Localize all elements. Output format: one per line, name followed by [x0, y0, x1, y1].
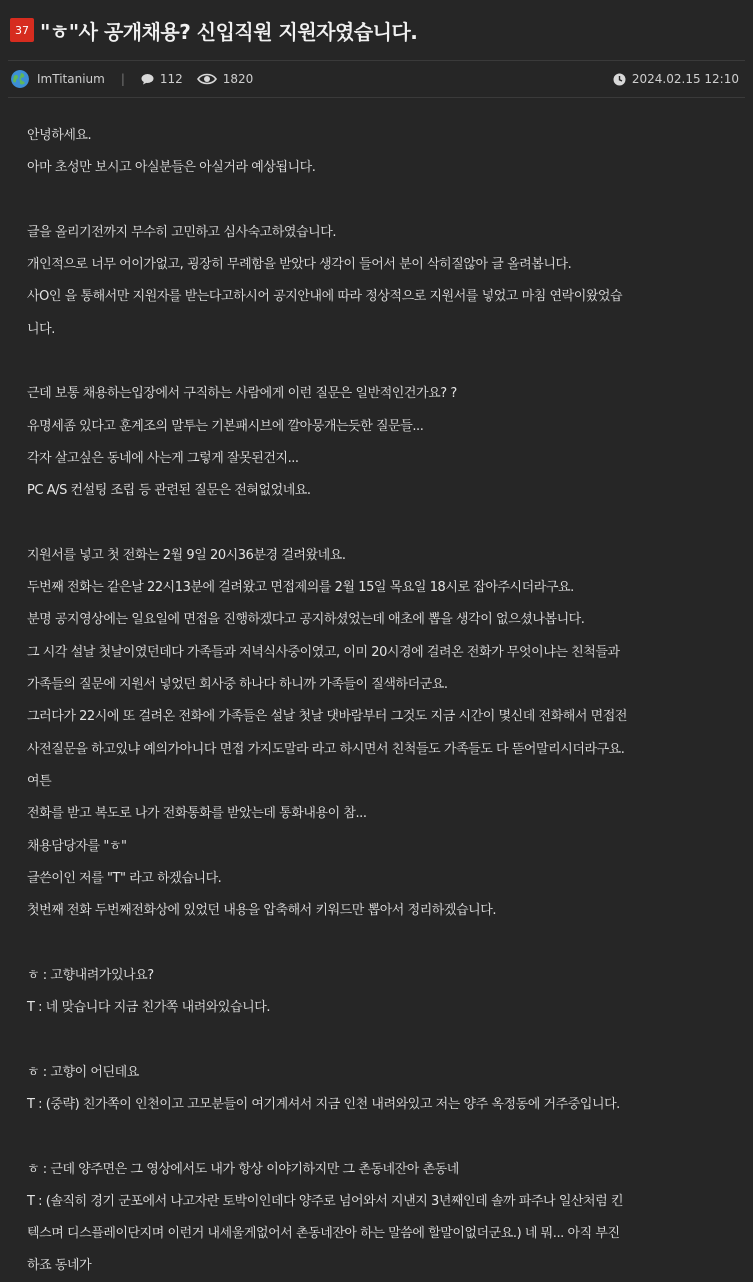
datetime-text: 2024.02.15 12:10 [631, 72, 739, 86]
post-meta [8, 61, 745, 98]
post-header [8, 0, 745, 61]
body-line: 채용담당자를 "ㅎ" [27, 838, 127, 854]
author-name[interactable]: ImTitanium [37, 72, 105, 86]
body-line: 첫번째 전화 두번째전화상에 있었던 내용을 압축해서 키워드만 뽑아서 정리하겠습니다. [27, 903, 497, 919]
blank-line [27, 346, 735, 378]
body-line: 그 시각 설날 첫날이였던데다 가족들과 저녁식사중이였고, 이미 20시경에 걸려온 전화가 무엇이냐는 친척들과 [27, 644, 620, 660]
body-line: 사전질문을 하고있냐 예의가아니다 면접 가지도말라 라고 하시면서 친척들도 가족들도 다 뜯어말리시더라구요. [27, 741, 625, 757]
blank-line [27, 185, 735, 217]
body-line: 여튼 [27, 773, 52, 789]
body-line: 글을 올리기전까지 무수히 고민하고 심사숙고하였습니다. [27, 224, 337, 240]
body-line: 니다. [27, 321, 55, 337]
body-line: ㅎ : 고향이 어딘데요 [27, 1064, 139, 1080]
blank-line [27, 927, 735, 959]
body-line: 근데 보통 채용하는입장에서 구직하는 사람에게 이런 질문은 일반적인건가요? ? [27, 386, 457, 402]
body-line: 그러다가 22시에 또 걸려온 전화에 가족들은 설날 첫날 댓바람부터 그것도 지금 시간이 몇신데 전화해서 면접전 [27, 709, 627, 725]
body-line: 유명세좀 있다고 훈계조의 말투는 기본패시브에 깔아뭉개는듯한 질문들... [27, 418, 424, 434]
body-line: 전화를 받고 복도로 나가 전화통화를 받았는데 통화내용이 참... [27, 806, 367, 822]
blank-line [27, 508, 735, 540]
body-line: 하죠 동네가 [27, 1258, 92, 1274]
body-line: T : (중략) 친가쪽이 인천이고 고모분들이 여기계셔서 지금 인천 내려와있고 저는 양주 옥정동에 거주중입니다. [27, 1096, 620, 1112]
meta-separator: | [120, 72, 125, 86]
body-line: 분명 공지영상에는 일요일에 면접을 진행하겠다고 공지하셨었는데 애초에 뽑을 생각이 없으셨나봅니다. [27, 612, 585, 628]
body-line: 가족들의 질문에 지원서 넣었던 회사중 하나다 하니까 가족들이 질색하더군요. [27, 677, 448, 693]
body-line: T : (솔직히 경기 군포에서 나고자란 토박이인데다 양주로 넘어와서 지낸지 3년째인데 솔까 파주나 일산처럼 킨 [27, 1193, 624, 1209]
body-line: 텍스며 디스플레이단지며 이런거 내세울게없어서 촌동네잔아 하는 말씀에 할말이없더군요.) 네 뭐... 아직 부진 [27, 1226, 620, 1242]
body-line: 안녕하세요. [27, 128, 92, 143]
body-line: T : 네 맞습니다 지금 친가쪽 내려와있습니다. [27, 1000, 271, 1016]
clock-icon [613, 73, 626, 86]
body-line: ㅎ : 근데 양주면은 그 영상에서도 내가 항상 이야기하지만 그 촌동네잔아 촌동네 [27, 1161, 459, 1177]
post-datetime [613, 72, 745, 86]
body-line: 아마 초성만 보시고 아실분들은 아실거라 예상됩니다. [27, 160, 316, 176]
blank-line [27, 1121, 735, 1153]
body-line: PC A/S 컨설팅 조립 등 관련된 질문은 전혀없었네요. [27, 483, 311, 499]
view-count: 1820 [222, 72, 254, 86]
globe-avatar-icon[interactable] [11, 70, 29, 88]
body-line: 개인적으로 너무 어이가없고, 굉장히 무례함을 받았다 생각이 들어서 분이 삭히질않아 글 올려봅니다. [27, 257, 572, 273]
comment-count: 112 [159, 72, 183, 86]
body-line: ㅎ : 고향내려가있나요? [27, 967, 154, 983]
body-line: 두번째 전화는 같은날 22시13분에 걸려왔고 면접제의를 2월 15일 목요일 18시로 잡아주시더라구요. [27, 580, 574, 596]
rank-badge: 37 [10, 18, 34, 42]
post-body [8, 98, 745, 1282]
body-line: 사O인 을 통해서만 지원자를 받는다고하시어 공지안내에 따라 정상적으로 지원서를 넣었고 마침 연락이왔었습 [27, 289, 623, 305]
body-line: 각자 살고싶은 동네에 사는게 그렇게 잘못된건지... [27, 450, 299, 466]
post-title: "ㅎ"사 공개채용? 신입직원 지원자였습니다. [40, 19, 418, 44]
eye-icon [197, 73, 217, 85]
body-line: 글쓴이인 저를 "T" 라고 하겠습니다. [27, 870, 222, 886]
body-line: 지원서를 넣고 첫 전화는 2월 9일 20시36분경 걸려왔네요. [27, 547, 346, 563]
blank-line [27, 1024, 735, 1056]
speech-bubble-icon [141, 73, 154, 85]
